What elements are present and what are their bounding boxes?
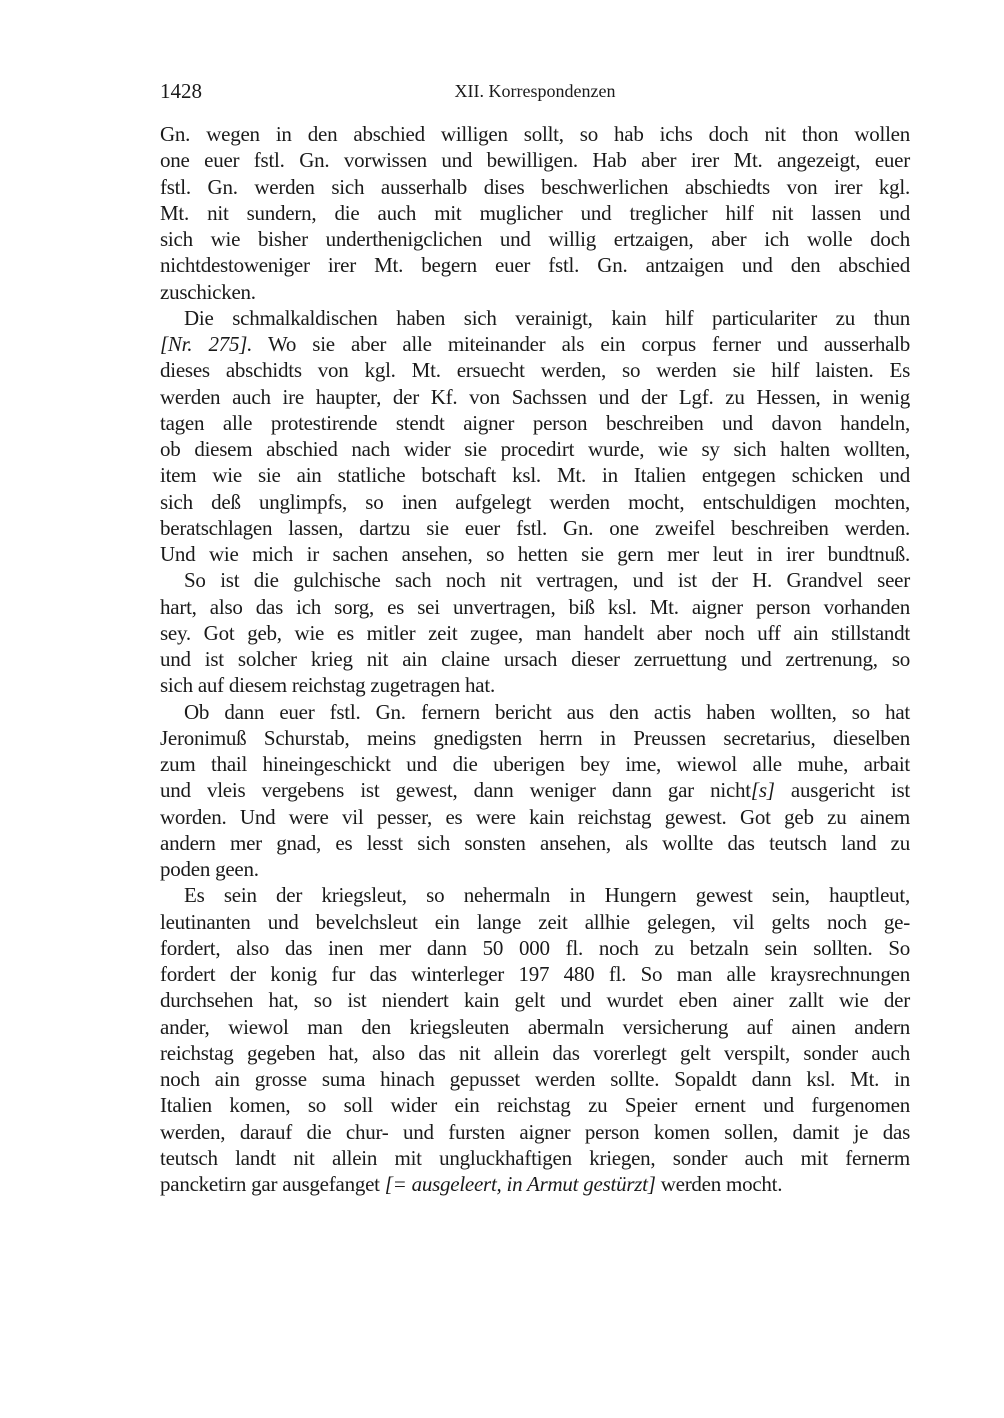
page-header — [160, 79, 910, 105]
text-segment: teutsch landt nit allein mit ungluckhaftigen kriegen, sonder auch mit fernerm — [160, 1145, 910, 1170]
text-segment: ander, wiewol man den kriegsleuten abermaln versicherung auf ainen andern — [160, 1014, 910, 1039]
text-segment: fordert, also das inen mer dann 50 000 fl. noch zu betzaln sein sollten. So — [160, 935, 910, 960]
paragraph — [160, 882, 910, 1197]
text-segment: item wie sie ain statliche botschaft ksl. Mt. in Italien entgegen schicken und — [160, 463, 910, 488]
text-segment: und ist solcher krieg nit ain claine ursach dieser zerruettung und zertrenung, so — [160, 647, 910, 671]
text-line — [160, 1145, 910, 1171]
text-line — [160, 1040, 910, 1066]
text-line — [160, 1014, 910, 1040]
text-line — [160, 882, 910, 908]
text-segment: ob diesem abschied nach wider sie procedirt wurde, wie sy sich halten wollten, — [160, 437, 910, 461]
text-line — [160, 909, 910, 935]
text-line — [160, 462, 910, 488]
text-segment: Italien komen, so soll wider ein reichstag zu Speier ernent und furgenomen — [160, 1093, 910, 1118]
text-line — [160, 961, 910, 987]
text-line — [160, 1171, 910, 1197]
text-segment: Es sein der kriegsleut, so nehermaln in Hungern gewest sein, hauptleut, — [184, 883, 910, 908]
text-line — [160, 305, 910, 331]
text-segment: one euer fstl. Gn. vorwissen und bewilligen. Hab aber irer Mt. angezeigt, euer — [160, 148, 910, 173]
text-line — [160, 620, 910, 646]
text-line — [160, 541, 910, 567]
text-segment: ausgericht ist — [774, 778, 911, 803]
text-line — [160, 646, 910, 672]
text-line — [160, 804, 910, 830]
text-segment: werden mocht. — [655, 1172, 783, 1196]
text-line — [160, 357, 910, 383]
text-line — [160, 515, 910, 541]
text-segment: werden, darauf die chur- und fursten aigner person komen sollen, damit je das — [160, 1119, 910, 1144]
text-segment: Gn. wegen in den abschied willigen sollt, so hab ichs doch nit thon wollen — [160, 122, 910, 146]
text-segment: dieses abschidts von kgl. Mt. ersuecht werden, so werden sie hilf laisten. Es — [160, 358, 910, 383]
text-line — [160, 174, 910, 200]
text-line — [160, 725, 910, 751]
editorial-note: [Nr. 275]. — [160, 332, 253, 356]
paragraph — [160, 567, 910, 698]
text-line — [160, 830, 910, 856]
text-segment: leutinanten und bevelchsleut ein lange zeit allhie gelegen, vil gelts noch ge- — [160, 909, 910, 934]
text-line — [160, 935, 910, 961]
text-line — [160, 384, 910, 410]
text-line — [160, 121, 910, 147]
text-line — [160, 1119, 910, 1145]
text-line — [160, 252, 910, 278]
text-line — [160, 410, 910, 436]
text-segment: tagen alle protestirende stendt aigner person beschreiben und davon handeln, — [160, 410, 910, 435]
text-segment: fordert der konig fur das winterleger 197 480 fl. So man alle kraysrechnungen — [160, 962, 910, 986]
text-segment: Jeronimuß Schurstab, meins gnedigsten herrn in Preussen secretarius, dieselben — [160, 725, 910, 750]
body-text — [160, 121, 910, 1197]
text-segment: reichstag gegeben hat, also das nit allein das vorerlegt gelt verspilt, sonder auch — [160, 1040, 910, 1065]
text-line — [160, 777, 910, 803]
text-segment: Mt. nit sundern, die auch mit muglicher und treglicher hilf nit lassen und — [160, 200, 910, 225]
editorial-note: [= ausgeleert, in Armut gestürzt] — [384, 1172, 656, 1196]
text-segment: hart, also das ich sorg, es sei unvertragen, biß ksl. Mt. aigner person vorhanden — [160, 594, 910, 619]
text-segment: zum thail hineingeschickt und die uberigen bey ime, wiewol alle muhe, arbait — [160, 752, 910, 776]
text-segment: Die schmalkaldischen haben sich verainigt, kain hilf particulariter zu thun — [184, 305, 910, 330]
text-segment: fstl. Gn. werden sich ausserhalb dises beschwerlichen abschiedts von irer kgl. — [160, 174, 910, 199]
paragraph — [160, 121, 910, 305]
text-segment: sey. Got geb, wie es mitler zeit zugee, man handelt aber noch uff ain stillstandt — [160, 620, 910, 645]
text-segment: Wo sie aber alle miteinander als ein corpus ferner und ausserhalb — [252, 332, 910, 356]
text-segment: poden geen. — [160, 857, 259, 881]
text-segment: pancketirn gar ausgefanget — [160, 1172, 385, 1196]
text-line — [160, 672, 910, 698]
text-segment: andern mer gnad, es lesst sich sonsten ansehen, als wollte das teutsch land zu — [160, 830, 910, 855]
text-segment: So ist die gulchische sach noch nit vertragen, und ist der H. Grandvel seer — [184, 568, 910, 593]
running-title: XII. Korrespondenzen — [454, 81, 616, 101]
text-line — [160, 436, 910, 462]
text-line — [160, 751, 910, 777]
text-segment: werden auch ire haupter, der Kf. von Sachssen und der Lgf. zu Hessen, in wenig — [160, 384, 910, 409]
paragraph — [160, 305, 910, 568]
text-line — [160, 279, 910, 305]
text-line — [160, 987, 910, 1013]
text-segment: Und wie mich ir sachen ansehen, so hetten sie gern mer leut in irer bundtnuß. — [160, 542, 910, 566]
text-segment: durchsehen hat, so ist niendert kain gelt und wurdet eben ainer zallt wie der — [160, 988, 910, 1013]
text-line — [160, 489, 910, 515]
page-number: 1428 — [160, 79, 202, 103]
text-segment: noch ain grosse suma hinach gepusset werden sollte. Sopaldt dann ksl. Mt. in — [160, 1067, 910, 1091]
text-line — [160, 1092, 910, 1118]
text-segment: sich wie bisher underthenigclichen und willig ertzaigen, aber ich wolle doch — [160, 227, 910, 251]
text-line — [160, 594, 910, 620]
editorial-note: [s] — [750, 778, 775, 803]
text-segment: Ob dann euer fstl. Gn. fernern bericht aus den actis haben wollten, so hat — [184, 699, 910, 724]
text-segment: nichtdestoweniger irer Mt. begern euer fstl. Gn. antzaigen und den abschied — [160, 253, 910, 278]
text-line — [160, 699, 910, 725]
text-line — [160, 856, 910, 882]
text-line — [160, 567, 910, 593]
text-segment: zuschicken. — [160, 279, 256, 304]
text-segment: worden. Und were vil pesser, es were kain reichstag gewest. Got geb zu ainem — [160, 804, 910, 829]
text-line — [160, 331, 910, 357]
text-segment: sich deß unglimpfs, so inen aufgelegt werden mocht, entschuldigen mochten, — [160, 489, 910, 514]
paragraph — [160, 699, 910, 883]
text-segment: sich auf diesem reichstag zugetragen hat. — [160, 673, 495, 698]
text-segment: beratschlagen lassen, dartzu sie euer fstl. Gn. one zweifel beschreiben werden. — [160, 515, 910, 540]
text-segment: und vleis vergebens ist gewest, dann weniger dann gar nicht — [160, 778, 751, 803]
text-line — [160, 147, 910, 173]
text-line — [160, 226, 910, 252]
text-line — [160, 1066, 910, 1092]
text-line — [160, 200, 910, 226]
